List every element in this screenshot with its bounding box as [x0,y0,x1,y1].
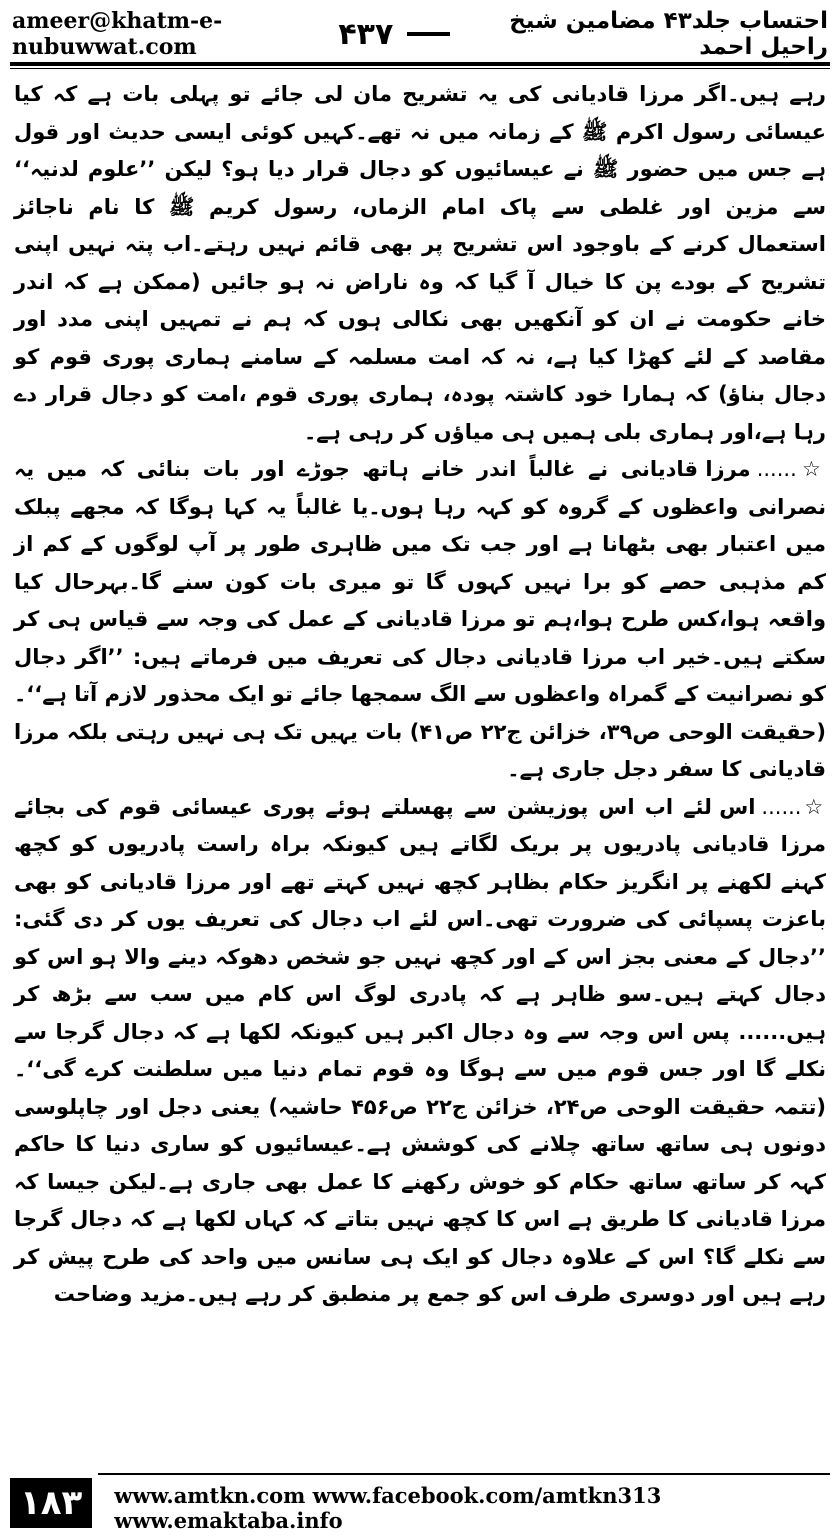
header-title-group [338,8,828,60]
star-bullet-2: ☆...... [761,794,826,819]
paragraph-2 [14,451,826,789]
header-rule [10,62,830,66]
header-rule-thin [10,68,830,69]
paragraph-2-text: مرزا قادیانی نے غالباً اندر خانے ہاتھ جوڑے اور بات بنائی کہ میں یہ نصرانی واعظوں کے گروہ کو کہہ رہا ہوں۔یا غالباً یہ کہا ہوگا کہ مجھے پبلک میں اعتبار بھی بٹھانا ہے اور جب تک میں ظاہری طور پر آپ لوگوں کے کم از کم مذہبی حصے کو برا نہیں کہوں گا تو میری بات کون سنے گا۔بہرحال کیا واقعہ ہوا،کس طرح ہوا،ہم تو مرزا قادیانی کے عمل کی وجہ سے قیاس ہی کر سکتے ہیں۔خیر اب مرزا قادیانی دجال کی تعریف میں فرماتے ہیں: ’’اگر دجال کو نصرانیت کے گمراہ واعظوں سے الگ سمجھا جائے تو ایک محذور لازم آتا ہے‘‘۔(حقیقت الوحی ص۳۹، خزائن ج۲۲ ص۴۱) بات یہیں تک ہی نہیں رہتی بلکہ مرزا قادیانی کا سفر دجل جاری ہے۔ [14,457,827,781]
paragraph-3 [14,789,826,1314]
header-dash [407,32,450,36]
star-bullet-1: ☆...... [756,457,826,481]
footer-page-number: ۱۸۳ [10,1478,92,1528]
page-footer [10,1476,830,1533]
paragraph-1: رہے ہیں۔اگر مرزا قادیانی کی یہ تشریح مان لی جائے تو پہلی بات ہے کہ کیا عیسائی رسول اکرم ﷺ کے زمانہ میں نہ تھے۔کہیں کوئی ایسی حدیث اور قول ہے جس میں حضور ﷺ نے عیسائیوں کو دجال قرار دیا ہو؟ لیکن ’’علوم لدنیہ‘‘ سے مزین اور غلطی سے پاک امام الزماں، رسول کریم ﷺ کا نام ناجائز استعمال کرنے کے باوجود اس تشریح پر بھی قائم نہیں رہتے۔اب پتہ نہیں اپنی تشریح کے بودے پن کا خیال آ گیا کہ وہ ناراض نہ ہو جائیں (ممکن ہے کہ اندر خانے حکومت نے ان کو آنکھیں بھی نکالی ہوں کہ ہم نے تمہیں اپنی مدد اور مقاصد کے لئے کھڑا کیا ہے، نہ کہ امت مسلمہ کے سامنے ہماری پوری قوم کو دجال بناؤ) کہ ہمارا خود کاشتہ پودہ، ہماری پوری قوم ،امت کو دجال قرار دے رہا ہے،اور ہماری بلی ہمیں ہی میاؤں کر رہی ہے۔ [14,82,826,444]
header-page-number: ۴۳۷ [338,16,394,52]
footer-urls[interactable]: www.amtkn.com www.facebook.com/amtkn313 www.emaktaba.info [98,1473,830,1533]
body-text [14,76,826,1468]
header-email[interactable]: ameer@khatm-e-nubuwwat.com [12,8,223,60]
header-title: احتساب جلد۴۳ مضامین شیخ راحیل احمد [509,8,828,60]
page-header [12,8,828,60]
paragraph-3-text: اس لئے اب اس پوزیشن سے پھسلتے ہوئے پوری عیسائی قوم کی بجائے مرزا قادیانی پادریوں پر بریک لگاتے ہیں کیونکہ براہ راست پادریوں کو کچھ کہنے لکھنے پر انگریز حکام بظاہر کچھ نہیں کہتے تھے اور مرزا قادیانی کو بھی باعزت پسپائی کی ضرورت تھی۔اس لئے اب دجال کی تعریف یوں کر دی گئی: ’’دجال کے معنی بجز اس کے اور کچھ نہیں جو شخص دھوکہ دینے والا ہو اس کو دجال کہتے ہیں۔سو ظاہر ہے کہ پادری لوگ اس کام میں سب سے بڑھ کر ہیں...... پس اس وجہ سے وہ دجال اکبر ہیں کیونکہ لکھا ہے کہ دجال گرجا سے نکلے گا اور جس قوم میں سے ہوگا وہ قوم تمام دنیا میں سلطنت کرے گی‘‘۔(تتمہ حقیقت الوحی ص۲۴، خزائن ج۲۲ ص۴۵۶ حاشیہ) یعنی دجل اور چاپلوسی دونوں ہی ساتھ ساتھ چلانے کی کوشش ہے۔عیسائیوں کو ساری دنیا کا حاکم کہہ کر ساتھ ساتھ حکام کو خوش رکھنے کا عمل بھی جاری ہے۔لیکن جیسا کہ مرزا قادیانی کا طریق ہے اس کا کچھ نہیں بتاتے کہ کہاں لکھا ہے کہ دجال گرجا سے نکلے گا؟ اس کے علاوہ دجال کو ایک ہی سانس میں واحد کی طرح پیش کر رہے ہیں اور دوسری طرف اس کو جمع پر منطبق کر رہے ہیں۔مزید وضاحت [14,794,827,1306]
